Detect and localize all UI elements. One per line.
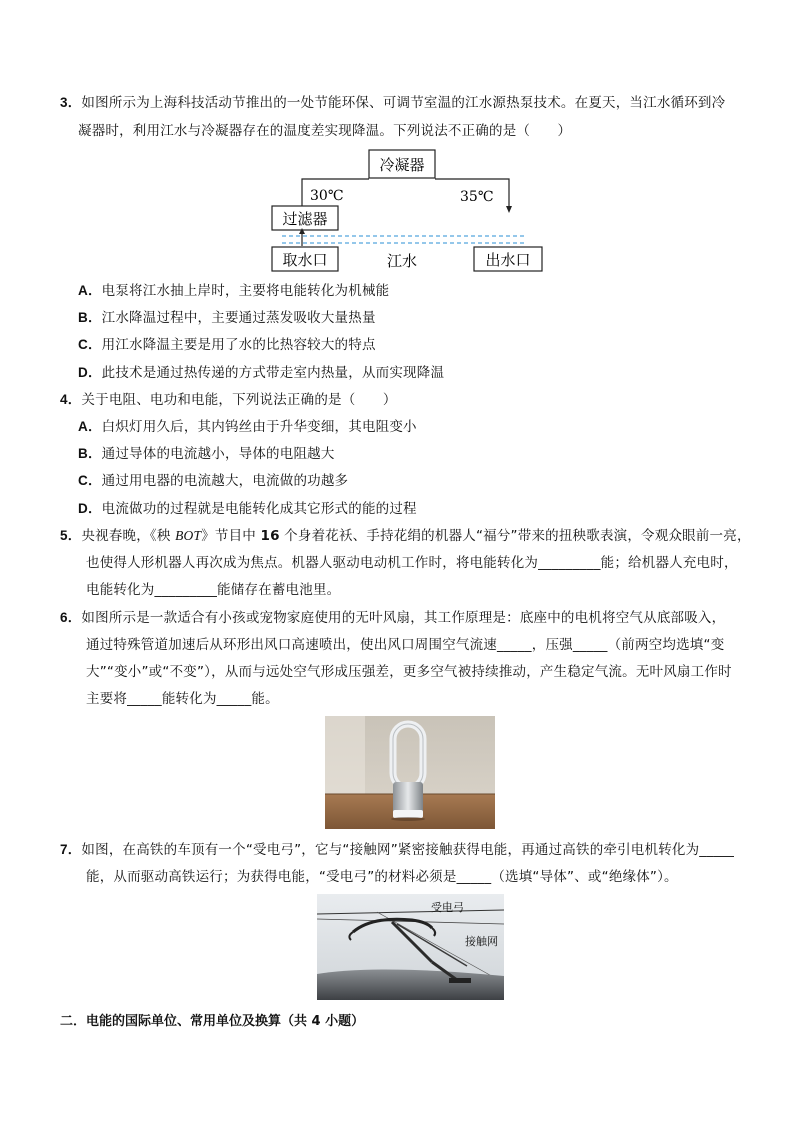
q3-option-c: C．用江水降温主要是用了水的比热容较大的特点 [78, 337, 376, 353]
q6-number: 6． [60, 610, 82, 625]
q6-line4: 主要将_____能转化为_____能。 [86, 691, 279, 707]
outflow-arrow [506, 206, 512, 213]
q6-line3: 大”“变小”或“不变”），从而与远处空气形成压强差，更多空气被持续推动，产生稳定气流。无叶风扇工作时 [86, 664, 732, 680]
q3-option-a: A．电泵将江水抽上岸时，主要将电能转化为机械能 [78, 283, 390, 299]
section-2-title: 二．电能的国际单位、常用单位及换算（共 4 小题） [60, 1014, 365, 1029]
q3-line1 [60, 93, 725, 113]
q4-option-c: C．通过用电器的电流越大，电流做的功越多 [78, 473, 349, 489]
heat-pump-diagram [262, 148, 554, 273]
q3-line2: 凝器时，利用江水与冷凝器存在的温度差实现降温。下列说法不正确的是（ ） [78, 123, 572, 139]
q3-number: 3． [60, 95, 82, 110]
q6-line1: 6．如图所示是一款适合有小孩或宠物家庭使用的无叶风扇，其工作原理是：底座中的电机将空气从底部吸入， [60, 610, 726, 626]
condenser-label: 冷凝器 [379, 156, 425, 174]
q7-number: 7． [60, 842, 82, 857]
q5-line3: 电能转化为_________能储存在蓄电池里。 [86, 582, 341, 598]
q4-line1: 4．关于电阻、电功和电能，下列说法正确的是（ ） [60, 392, 397, 408]
q4-option-a: A．白炽灯用久后，其内钨丝由于升华变细，其电阻变小 [78, 419, 417, 435]
q3-option-d: D．此技术是通过热传递的方式带走室内热量，从而实现降温 [78, 365, 445, 381]
q4-option-b: B．通过导体的电流越小，导体的电阻越大 [78, 446, 335, 462]
pantograph-photo [317, 894, 504, 1000]
q4-option-d: D．电流做功的过程就是电能转化成其它形式的能的过程 [78, 501, 417, 517]
q6-line2: 通过特殊管道加速后从环形出风口高速喷出，使出风口周围空气流速_____，压强_____（前两空均选填“变 [86, 637, 725, 653]
filter-label: 过滤器 [282, 210, 328, 228]
intake-label: 取水口 [282, 251, 328, 269]
temp-out-label: 35℃ [460, 189, 494, 205]
q5-number: 5． [60, 528, 82, 543]
q4-number: 4． [60, 392, 82, 407]
q5-line1: 5．央视春晚，《秧 BOT》节目中 16 个身着花袄、手持花绢的机器人“福兮”带来的扭秧歌表演，令观众眼前一亮， [60, 528, 751, 544]
q7-line1: 7．如图，在高铁的车顶有一个“受电弓”，它与“接触网”紧密接触获得电能，再通过高铁的牵引电机转化为_____ [60, 842, 735, 858]
bladeless-fan-photo [325, 716, 495, 829]
outlet-label: 出水口 [485, 251, 531, 269]
river-label: 江水 [386, 252, 418, 270]
q5-line2: 也使得人形机器人再次成为焦点。机器人驱动电动机工作时，将电能转化为_________能；给机器人充电时， [86, 555, 738, 571]
pantograph-label: 受电弓 [431, 901, 464, 914]
catenary-label: 接触网 [465, 935, 498, 948]
q3-option-b: B．江水降温过程中，主要通过蒸发吸收大量热量 [78, 310, 376, 326]
temp-in-label: 30℃ [310, 188, 344, 204]
q7-line2: 能，从而驱动高铁运行；为获得电能，“受电弓”的材料必须是_____（选填“导体”、或“绝缘体”）。 [86, 869, 678, 885]
q3-text-1: 如图所示为上海科技活动节推出的一处节能环保、可调节室温的江水源热泵技术。在夏天，当江水循环到冷 [81, 95, 726, 111]
